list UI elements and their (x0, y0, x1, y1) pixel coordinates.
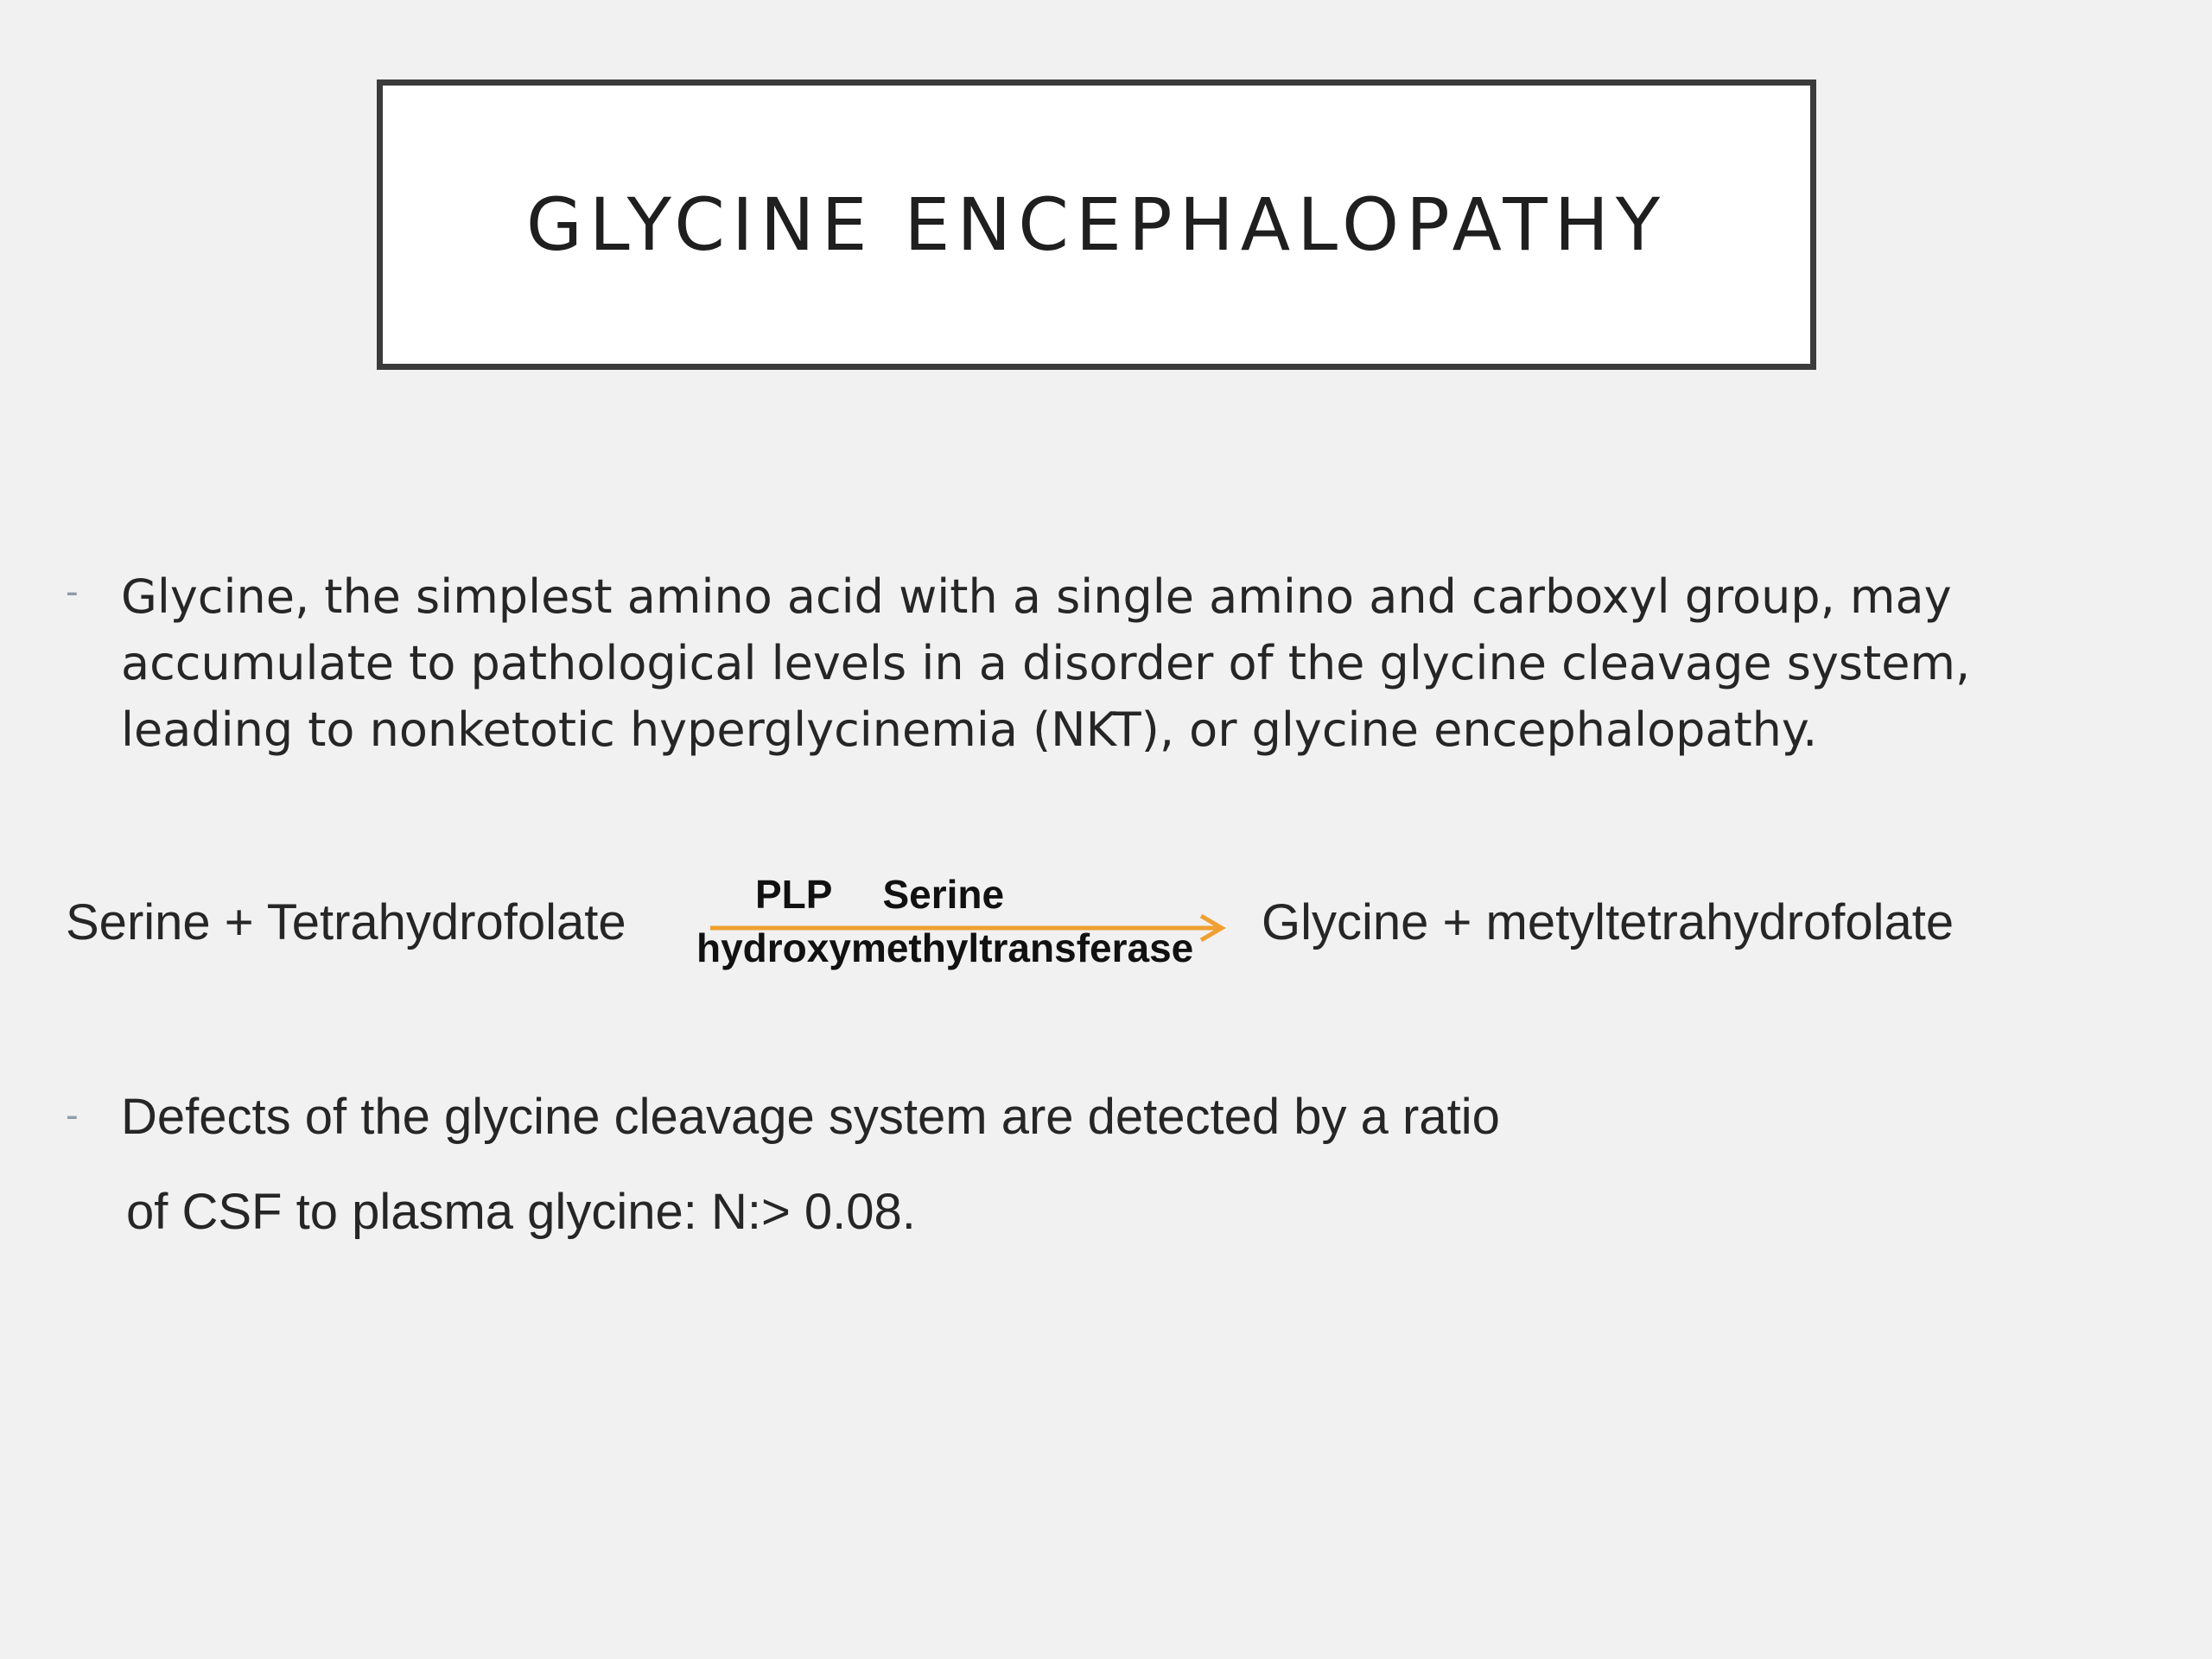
cofactor-label: PLP (755, 872, 833, 917)
enzyme-label-line2: hydroxymethyltransferase (696, 925, 1194, 970)
reaction-products: Glycine + metyltetrahydrofolate (1262, 894, 1955, 950)
title-box (377, 79, 1816, 370)
paragraph-1-text: Glycine, the simplest amino acid with a single amino and carboxyl group, may accumulate to pathological levels in a disorder of the glycine cleavage system, leading to nonketotic hyperglycinemia (NKT), or glycine encephalopathy. (121, 569, 1971, 757)
slide-title: GLYCINE ENCEPHALOPATHY (525, 182, 1668, 267)
reaction-substrates: Serine + Tetrahydrofolate (66, 894, 626, 950)
reaction-equation (66, 871, 2157, 992)
bullet-paragraph-1 (66, 563, 2139, 763)
bullet-dash: - (66, 1094, 79, 1136)
bullet-dash: - (66, 570, 79, 613)
bullet-paragraph-2 (66, 1085, 1794, 1149)
paragraph-2-line2: of CSF to plasma glycine: N:> 0.08. (126, 1184, 916, 1240)
paragraph-2-line1: Defects of the glycine cleavage system are detected by a ratio (121, 1089, 1500, 1145)
enzyme-label-line1: Serine (882, 872, 1005, 917)
